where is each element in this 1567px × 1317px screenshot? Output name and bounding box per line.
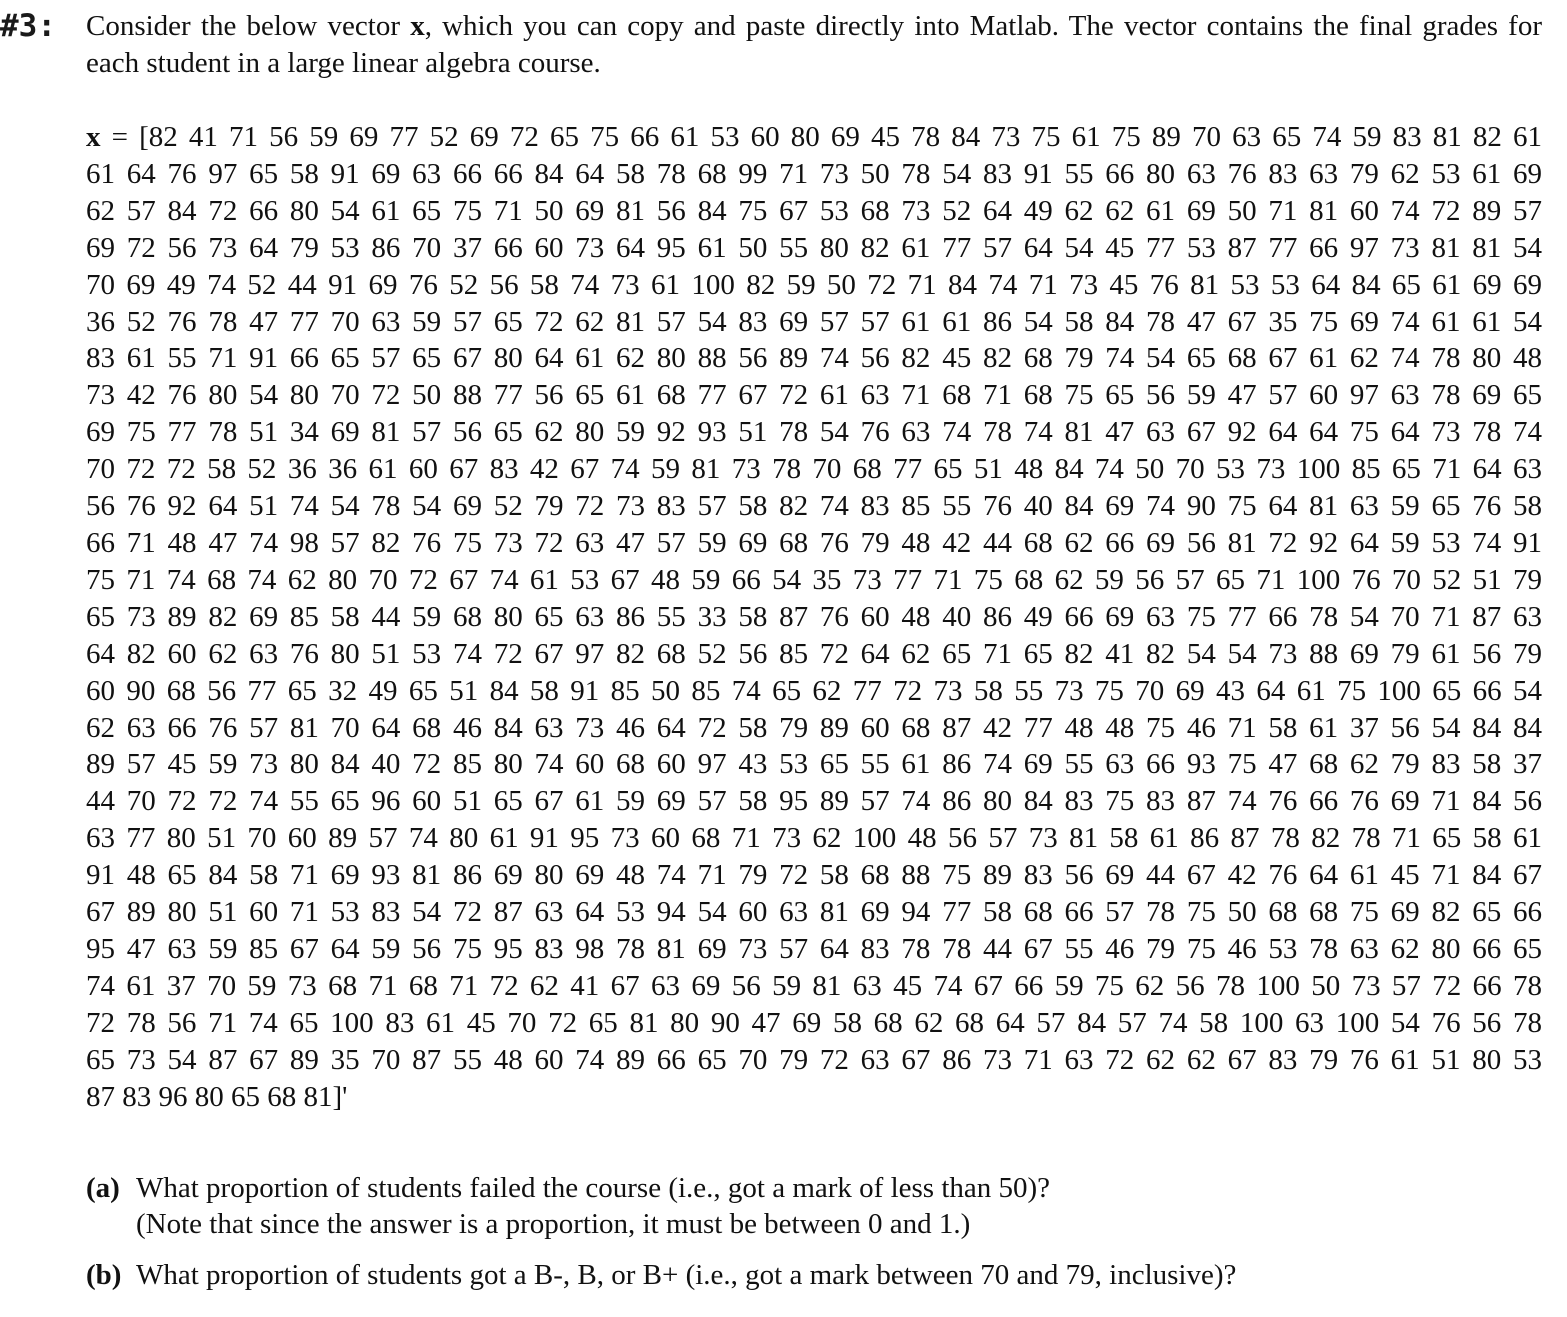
- intro-text-2: , which you can copy and paste directly into Matlab. The vector contains the final grades for each student in a large linear algebra course.: [86, 10, 1542, 79]
- grades-vector: [86, 119, 1542, 1115]
- intro-text-1: Consider the below vector: [86, 10, 411, 42]
- vector-line: 95 47 63 59 85 67 64 59 56 75 95 83 98 78 81 69 73 57 64 83 78 78 44 67 55 46 79 75 46 53 78 63 62 80 66 65: [86, 932, 1542, 965]
- vector-line: 62 57 84 72 66 80 54 61 65 75 71 50 69 81 56 84 75 67 53 68 73 52 64 49 62 62 61 69 50 71 81 60 74 72 89 57: [86, 194, 1542, 227]
- vector-line: 69 72 56 73 64 79 53 86 70 37 66 60 73 64 95 61 50 55 80 82 61 77 57 64 54 45 77 53 87 77 66 97 73 81 81 54: [86, 231, 1542, 264]
- questions-list: [86, 1170, 1542, 1293]
- vector-line: 63 77 80 51 70 60 89 57 74 80 61 91 95 73 60 68 71 73 62 100 48 56 57 73 81 58 61 86 87 78 82 78 71 65 58 61: [86, 822, 1542, 855]
- vector-line: 73 42 76 80 54 80 70 72 50 88 77 56 65 61 68 77 67 72 61 63 71 68 71 68 75 65 56 59 47 57 60 97 63 78 69 65: [86, 379, 1542, 412]
- vector-line: 70 69 49 74 52 44 91 69 76 52 56 58 74 73 61 100 82 59 50 72 71 84 74 71 73 45 76 81 53 53 64 84 65 61 69 69: [86, 268, 1542, 301]
- question-b: [86, 1257, 1542, 1293]
- vector-line: 83 61 55 71 91 66 65 57 65 67 80 64 61 62 80 88 56 89 74 56 82 45 82 68 79 74 54 65 68 67 61 62 74 78 80 48: [86, 342, 1542, 375]
- question-label: (a): [86, 1172, 120, 1204]
- vector-line: 36 52 76 78 47 77 70 63 59 57 65 72 62 81 57 54 83 69 57 57 61 61 86 54 58 84 78 47 67 35 75 69 74 61 61 54: [86, 305, 1542, 338]
- question-label: (b): [86, 1259, 122, 1291]
- vector-line: 60 90 68 56 77 65 32 49 65 51 84 58 91 85 50 85 74 65 62 77 72 73 58 55 73 75 70 69 43 64 61 75 100 65 66 54: [86, 674, 1542, 707]
- vector-line: 44 70 72 72 74 55 65 96 60 51 65 67 61 59 69 57 58 95 89 57 74 86 80 84 83 75 83 87 74 76 66 76 69 71 84 56: [86, 785, 1542, 818]
- vector-line: 64 82 60 62 63 76 80 51 53 74 72 67 97 82 68 52 56 85 72 64 62 65 71 65 82 41 82 54 54 73 88 69 79 61 56 79: [86, 637, 1542, 670]
- question-text: What proportion of students failed the course (i.e., got a mark of less than 50)?: [136, 1172, 1051, 1204]
- vector-line: 75 71 74 68 74 62 80 70 72 67 74 61 53 67 48 59 66 54 35 73 77 71 75 68 62 59 56 57 65 71 100 76 70 52 51 79: [86, 563, 1542, 596]
- vector-line: 66 71 48 47 74 98 57 82 76 75 73 72 63 47 57 59 69 68 76 79 48 42 44 68 62 66 69 56 81 72 92 64 59 53 74 91: [86, 526, 1542, 559]
- vector-line: 65 73 89 82 69 85 58 44 59 68 80 65 63 86 55 33 58 87 76 60 48 40 86 49 66 69 63 75 77 66 78 54 70 71 87 63: [86, 600, 1542, 633]
- vector-name: x: [86, 121, 101, 153]
- vector-line: 91 48 65 84 58 71 69 93 81 86 69 80 69 48 74 71 79 72 58 68 88 75 89 83 56 69 44 67 42 76 64 61 45 71 84 67: [86, 859, 1542, 892]
- vector-line: 62 63 66 76 57 81 70 64 68 46 84 63 73 46 64 72 58 79 89 60 68 87 42 77 48 48 75 46 71 58 61 37 56 54 84 84: [86, 711, 1542, 744]
- vector-line-last: 87 83 96 80 65 68 81]': [86, 1080, 348, 1113]
- vector-line: 74 61 37 70 59 73 68 71 68 71 72 62 41 67 63 69 56 59 81 63 45 74 67 66 59 75 62 56 78 100 50 73 57 72 66 78: [86, 969, 1542, 1002]
- vector-line: 67 89 80 51 60 71 53 83 54 72 87 63 64 53 94 54 60 63 81 69 94 77 58 68 66 57 78 75 50 68 68 75 69 82 65 66: [86, 896, 1542, 929]
- question-a: [86, 1170, 1542, 1242]
- problem-number: #3:: [0, 8, 56, 44]
- vector-variable: x: [410, 10, 425, 42]
- question-note: (Note that since the answer is a proportion, it must be between 0 and 1.): [136, 1208, 971, 1240]
- question-text: What proportion of students got a B-, B, or B+ (i.e., got a mark between 70 and 79, inclusive)?: [136, 1259, 1237, 1291]
- vector-line: 70 72 72 58 52 36 36 61 60 67 83 42 67 74 59 81 73 78 70 68 77 65 51 48 84 74 50 70 53 73 100 85 65 71 64 63: [86, 453, 1542, 486]
- vector-line: 65 73 54 87 67 89 35 70 87 55 48 60 74 89 66 65 70 79 72 63 67 86 73 71 63 72 62 62 67 83 79 76 61 51 80 53: [86, 1043, 1542, 1076]
- problem-statement: [86, 8, 1542, 82]
- vector-line: 56 76 92 64 51 74 54 78 54 69 52 79 72 73 83 57 58 82 74 83 85 55 76 40 84 69 74 90 75 64 81 63 59 65 76 58: [86, 490, 1542, 523]
- vector-line: 89 57 45 59 73 80 84 40 72 85 80 74 60 68 60 97 43 53 65 55 61 86 74 69 55 63 66 93 75 47 68 62 79 83 58 37: [86, 748, 1542, 781]
- vector-line: 72 78 56 71 74 65 100 83 61 45 70 72 65 81 80 90 47 69 58 68 62 68 64 57 84 57 74 58 100 63 100 54 76 56 78: [86, 1006, 1542, 1039]
- vector-line-1: [86, 119, 1542, 156]
- vector-line-1-values: = [82 41 71 56 59 69 77 52 69 72 65 75 66 61 53 60 80 69 45 78 84 73 75 61 75 89 70 63 65 74 59 83 81 82 61: [111, 121, 1542, 153]
- vector-line: 61 64 76 97 65 58 91 69 63 66 66 84 64 58 78 68 99 71 73 50 78 54 83 91 55 66 80 63 76 83 63 79 62 53 61 69: [86, 157, 1542, 190]
- vector-line: 69 75 77 78 51 34 69 81 57 56 65 62 80 59 92 93 51 78 54 76 63 74 78 74 81 47 63 67 92 64 64 75 64 73 78 74: [86, 416, 1542, 449]
